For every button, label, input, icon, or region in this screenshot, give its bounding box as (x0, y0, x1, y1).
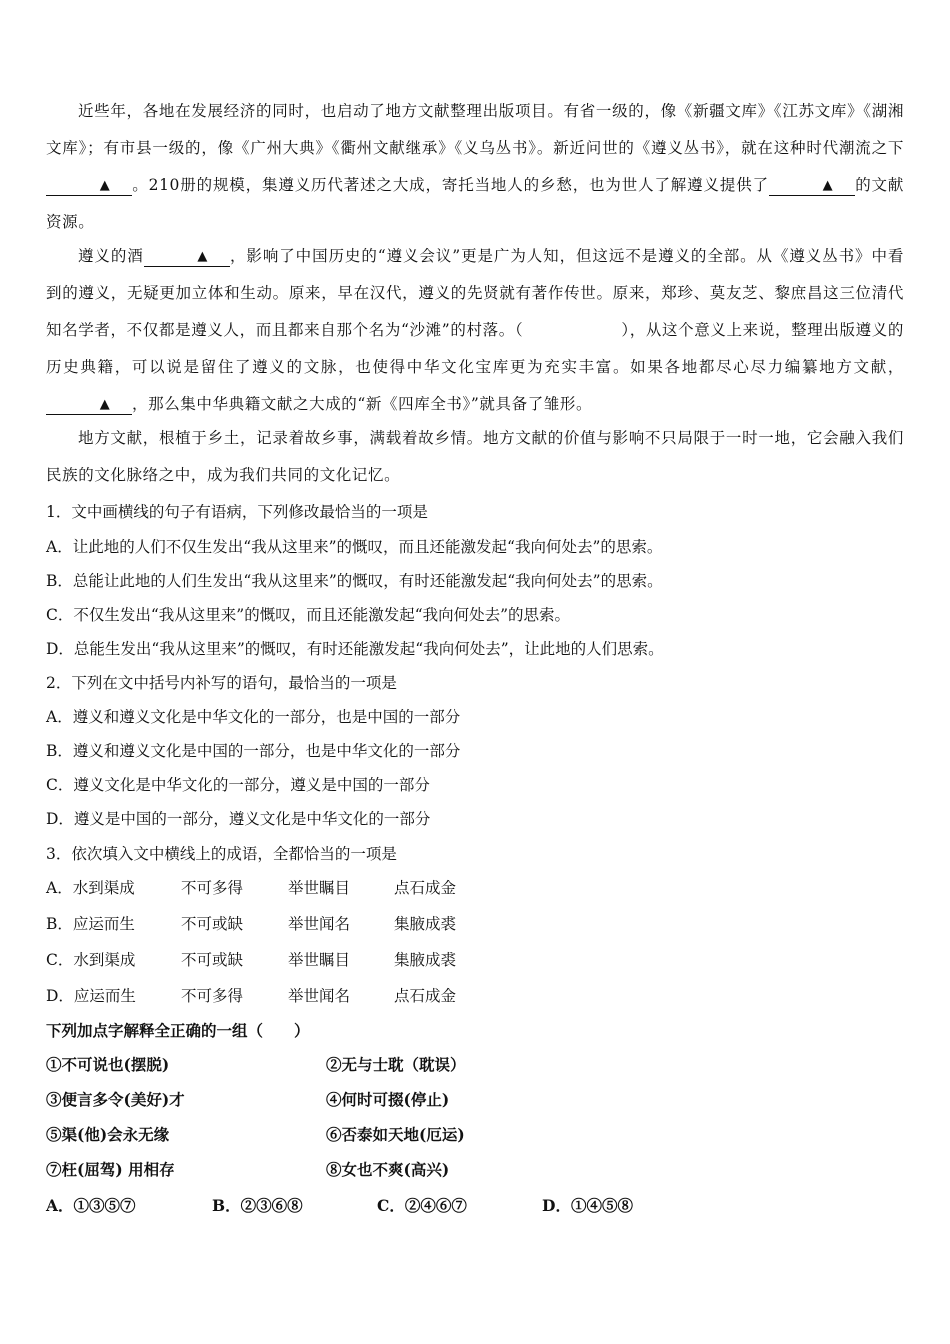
q2-option-c[interactable]: C．遵义文化是中华文化的一部分，遵义是中国的一部分 (46, 776, 430, 794)
q3-stem: 3．依次填入文中横线上的成语，全都恰当的一项是 (46, 845, 397, 863)
q1-stem: 1．文中画横线的句子有语病，下列修改最恰当的一项是 (46, 503, 428, 521)
q4-item-6: ⑥否泰如天地(厄运) (326, 1125, 465, 1144)
q3-a-idiom-2: 不可多得 (181, 879, 244, 897)
q3-a-idiom-1: A．水到渠成 (46, 879, 135, 897)
q4-choice-b[interactable]: B．②③⑥⑧ (212, 1196, 303, 1215)
q3-a-idiom-3: 举世瞩目 (288, 879, 351, 897)
q3-d-idiom-1: D．应运而生 (46, 987, 136, 1005)
q3-c-idiom-4: 集腋成裘 (394, 951, 457, 969)
q1-option-d[interactable]: D．总能生发出“我从这里来”的慨叹，有时还能激发起“我向何处去”，让此地的人们思索。 (46, 640, 664, 658)
q2-stem: 2．下列在文中括号内补写的语句，最恰当的一项是 (46, 674, 397, 692)
p2-text-c: ），从这个意义上来说，整理出版遵义的历史典籍，可以说是留住了遵义的文脉，也使得中华文化宝库更为充实丰富。如果各地都尽心尽力编纂地方文献， (46, 321, 905, 376)
q2-option-b[interactable]: B．遵义和遵义文化是中国的一部分，也是中华文化的一部分 (46, 742, 461, 760)
q3-a-idiom-4: 点石成金 (394, 879, 457, 897)
p1-text-b: 。210册的规模，集遵义历代著述之大成，寄托当地人的乡愁，也为世人了解遵义提供了 (132, 176, 769, 194)
q3-d-idiom-2: 不可多得 (181, 987, 244, 1005)
q1-option-b[interactable]: B．总能让此地的人们生发出“我从这里来”的慨叹，有时还能激发起“我向何处去”的思索。 (46, 572, 663, 590)
p1-text-c: 的文献资源。 (46, 176, 904, 231)
q4-item-3: ③便言多令(美好)才 (46, 1090, 185, 1109)
fill-blank-3: ▲ (144, 246, 230, 267)
q3-c-idiom-3: 举世瞩目 (288, 951, 351, 969)
q2-option-d[interactable]: D．遵义是中国的一部分，遵义文化是中华文化的一部分 (46, 810, 431, 828)
q2-option-a[interactable]: A．遵义和遵义文化是中华文化的一部分，也是中国的一部分 (46, 708, 461, 726)
passage-paragraph-1 (46, 93, 904, 241)
fill-blank-4: ▲ (46, 394, 132, 415)
p2-text-b: ，影响了中国历史的“遵义会议”更是广为人知，但这远不是遵义的全部。从《遵义丛书》中看到的遵义，无疑更加立体和生动。原来，早在汉代，遵义的先贤就有著作传世。原来，郑珍、莫友芝、黎庶昌这三位清代知名学者，不仅都是遵义人，而且都来自那个名为“沙滩”的村落。（ (46, 247, 904, 339)
q3-b-idiom-1: B．应运而生 (46, 915, 135, 933)
q4-choice-d[interactable]: D．①④⑤⑧ (542, 1196, 633, 1215)
p2-text-d: ，那么集中华典籍文献之大成的“新《四库全书》”就具备了雏形。 (132, 395, 593, 413)
q3-c-idiom-1: C．水到渠成 (46, 951, 136, 969)
p2-text-a: 遵义的酒 (78, 247, 144, 265)
fill-blank-1: ▲ (46, 175, 132, 196)
q4-stem: 下列加点字解释全正确的一组（ ） (46, 1021, 310, 1040)
q4-item-2: ②无与士耽（耽误） (326, 1055, 466, 1074)
fill-blank-2: ▲ (769, 175, 855, 196)
q4-choice-a[interactable]: A．①③⑤⑦ (46, 1196, 136, 1215)
q4-item-1: ①不可说也(摆脱) (46, 1055, 170, 1074)
q1-option-a[interactable]: A．让此地的人们不仅生发出“我从这里来”的慨叹，而且还能激发起“我向何处去”的思索。 (46, 538, 663, 556)
p1-text-a: 近些年，各地在发展经济的同时，也启动了地方文献整理出版项目。有省一级的，像《新疆文库》《江苏文库》《湖湘文库》；有市县一级的，像《广州大典》《衢州文献继承》《义乌丛书》。新近问世的《遵义丛书》，就在这种时代潮流之下 (46, 102, 904, 157)
q3-d-idiom-3: 举世闻名 (288, 987, 351, 1005)
q1-option-c[interactable]: C．不仅生发出“我从这里来”的慨叹，而且还能激发起“我向何处去”的思索。 (46, 606, 571, 624)
q3-b-idiom-2: 不可或缺 (181, 915, 244, 933)
q4-choice-c[interactable]: C．②④⑥⑦ (377, 1196, 467, 1215)
q4-item-4: ④何时可掇(停止) (326, 1090, 450, 1109)
q3-b-idiom-3: 举世闻名 (288, 915, 351, 933)
q4-item-7: ⑦枉(屈驾) 用相存 (46, 1160, 175, 1179)
passage-paragraph-2 (46, 238, 904, 423)
q3-c-idiom-2: 不可或缺 (181, 951, 244, 969)
q3-b-idiom-4: 集腋成裘 (394, 915, 457, 933)
q4-item-8: ⑧女也不爽(高兴) (326, 1160, 450, 1179)
q3-d-idiom-4: 点石成金 (394, 987, 457, 1005)
q4-item-5: ⑤渠(他)会永无缘 (46, 1125, 170, 1144)
passage-paragraph-3: 地方文献，根植于乡土，记录着故乡事，满载着故乡情。地方文献的价值与影响不只局限于一时一地，它会融入我们民族的文化脉络之中，成为我们共同的文化记忆。 (46, 429, 904, 484)
